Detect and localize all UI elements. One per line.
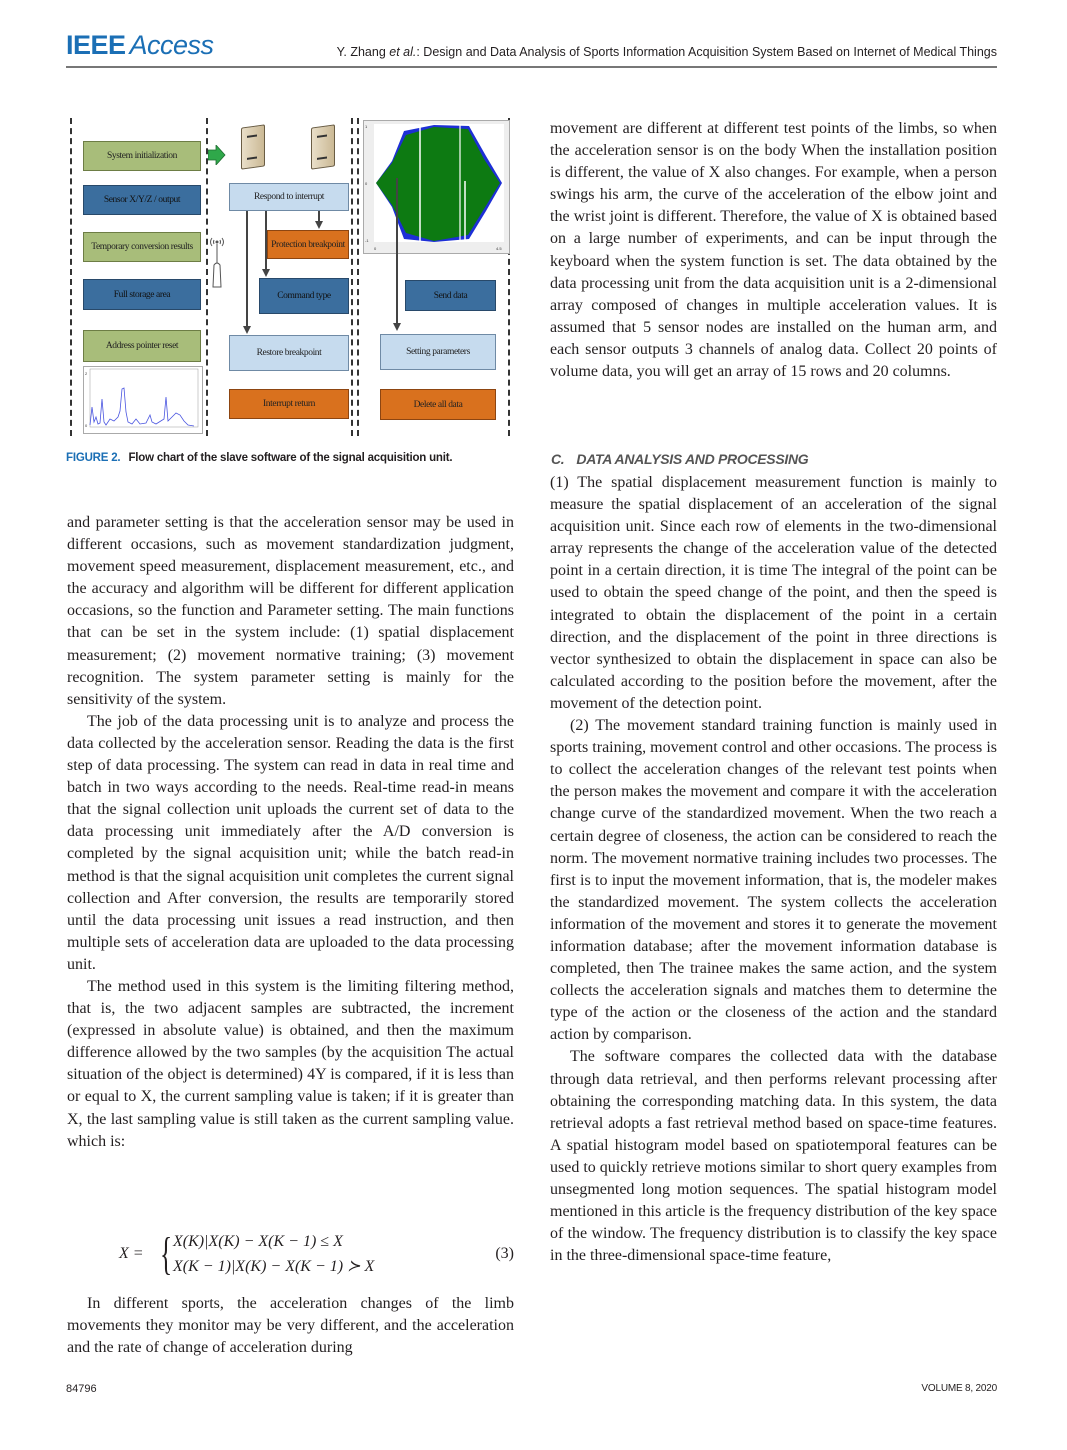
right-waveform-plot	[363, 120, 510, 254]
equation-3	[67, 1230, 514, 1282]
box-full-storage: Full storage area	[83, 279, 201, 310]
box-system-initialization: System initialization	[83, 141, 201, 171]
section-heading	[551, 451, 808, 467]
svg-text:0: 0	[85, 423, 88, 428]
figure-label: FIGURE 2.	[66, 452, 121, 464]
page-number: 84796	[66, 1383, 97, 1395]
box-interrupt-return: Interrupt return	[229, 389, 349, 419]
paragraph: (1) The spatial displacement measurement function is mainly to measure the spatial displacement of an acceleration of the signal acquisition unit. Since each row of elements in the two-dimensional array represents the change of the acceleration value of the detected point in a certain direction, it is time The integral of the point can be used to obtain the speed change of the point, and then the speed is integrated to obtain the displacement of the point in a certain direction, and the displacement of the point in three directions is vector synthesized to obtain the displacement in space can also be calculated according to the position before the movement, after the movement of the detection point.	[550, 474, 997, 712]
figure-caption-text: Flow chart of the slave software of the signal acquisition unit.	[128, 452, 453, 464]
box-respond-to-interrupt: Respond to interrupt	[229, 183, 349, 211]
box-send-data: Send data	[405, 280, 496, 311]
svg-text:-1: -1	[365, 238, 369, 243]
box-delete-all-data: Delete all data	[380, 389, 496, 420]
box-restore-breakpoint: Restore breakpoint	[229, 335, 349, 371]
box-setting-parameters: Setting parameters	[380, 334, 496, 370]
equation-case-2: X(K − 1)|X(K) − X(K − 1) ≻ X	[173, 1258, 375, 1275]
left-column-text	[67, 512, 514, 1153]
waveform-icon	[364, 121, 509, 253]
box-command-type: Command type	[259, 278, 349, 314]
svg-text:0: 0	[374, 246, 377, 251]
green-arrow-icon	[208, 145, 226, 165]
brace-icon: {	[160, 1228, 173, 1279]
logo-ieee: IEEE	[66, 30, 126, 60]
arrow-down-icon	[243, 326, 251, 334]
arrow-down-icon	[315, 221, 323, 229]
antenna-icon	[208, 235, 226, 289]
running-title-author: Y. Zhang	[336, 45, 390, 59]
server-icon	[241, 124, 265, 169]
box-address-pointer-reset: Address pointer reset	[83, 330, 201, 362]
equation-number: (3)	[495, 1245, 514, 1262]
section-title: DATA ANALYSIS AND PROCESSING	[576, 451, 809, 467]
box-sensor-output: Sensor X/Y/Z / output	[83, 185, 201, 215]
equation-case-1: X(K)|X(K) − X(K − 1) ≤ X	[173, 1233, 343, 1250]
arrow-down-icon	[393, 323, 401, 331]
volume-label: VOLUME 8, 2020	[921, 1383, 997, 1394]
paragraph: The software compares the collected data with the database through data retrieval, and then performs relevant processing after obtaining the corresponding matching data. In this system, the data retrieval adopts a fast retrieval method based on space-time features. A spatial histogram model based on spatiotemporal features can be used to quickly retrieve motions similar to short query examples from unsegmented long motion sequences. The spatial histogram model mentioned in this article is the frequency distribution of the key space of the window. The frequency distribution is to classify the key space in the three-dimensional space-time feature,	[550, 1048, 998, 1265]
left-column-text-bottom	[67, 1293, 514, 1359]
right-column-text	[550, 472, 997, 1267]
header-rule	[66, 66, 997, 68]
figure-caption	[66, 452, 452, 464]
arrow-line	[246, 211, 248, 327]
figure-flowchart	[66, 118, 516, 440]
paragraph: The job of the data processing unit is to analyze and process the data collected by the acceleration sensor. Reading the data is the first step of data processing. The system can read in data in real time and batch in two ways according to the needs. Real-time read-in means that the signal collection unit uploads the current set of data to the data processing unit immediately after the A/D conversion is completed by the signal acquisition unit; while the batch read-in method is that the signal acquisition unit completes the current signal collection and After conversion, the results are temporarily stored until the data processing unit issues a read instruction, and then multiple sets of acceleration data are uploaded to the data processing unit.	[67, 712, 514, 973]
paragraph: (2) The movement standard training function is mainly used in sports training, movement control and other occasions. The process is to collect the acceleration changes of the relevant test points when the person makes the movement and compare it with the acceleration change curve of the standardized movement. When the two reach a certain degree of closeness, the action can be considered to reach the norm. The movement normative training includes two processes. The first is to input the movement information, that is, the modeler makes the standardized movement. The system collects the acceleration information of the movement and stores it to generate the movement information database; after the movement information database is completed, then The trainee makes the same action, and the system collects the acceleration signals and matches them to determine the type of the action or the closeness of the action and the standard action by comparison.	[550, 717, 997, 1044]
running-title-etal: et al.	[389, 45, 417, 59]
box-protection-breakpoint: Protection breakpoint	[267, 230, 349, 259]
running-title	[337, 45, 997, 59]
equation-lhs: X =	[119, 1245, 144, 1262]
paragraph: The method used in this system is the limiting filtering method, that is, the two adjacent samples are subtracted, the increment (expressed in absolute value) is obtained, and then the maximum difference allowed by the two samples (by the acquisition The actual situation of the object is determined) 4Y is compared, if it is less than or equal to X, the current sampling value is taken; if it is greater than X, the last sampling value is still taken as the current sampling value. which is:	[67, 977, 514, 1150]
svg-text:4.5: 4.5	[496, 246, 502, 251]
arrow-line	[265, 211, 267, 270]
svg-text:1: 1	[365, 124, 368, 129]
paragraph: In different sports, the acceleration changes of the limb movements they monitor may be very different, and the acceleration and the rate of change of acceleration during	[67, 1295, 514, 1357]
svg-text:0: 0	[365, 181, 368, 186]
divider	[351, 118, 353, 436]
box-temporary-conversion: Temporary conversion results	[83, 232, 201, 262]
spectrum-line-icon	[84, 367, 202, 433]
section-number: C.	[551, 451, 565, 467]
divider	[70, 118, 72, 436]
right-column-text-top	[550, 118, 997, 383]
arrow-line	[396, 178, 398, 324]
divider	[357, 118, 359, 436]
logo-access: Access	[129, 30, 214, 60]
arrow-down-icon	[262, 269, 270, 277]
left-spectrum-plot	[83, 366, 203, 434]
paragraph: movement are different at different test points of the limbs, so when the acceleration sensor is on the body When the installation position is different, the value of X also changes. For example, when a person swings his arm, the curve of the acceleration of the elbow joint and the wrist joint is different. Therefore, the value of X is obtained based on a large number of experiments, and can be input through the keyboard when the system function is set. The data obtained by the data processing unit from the data acquisition unit is a 2-dimensional array composed of changes in multiple acceleration values. It is assumed that 5 sensor nodes are installed on the human arm, and each sensor outputs 3 channels of analog data. Collect 20 points of volume data, you will get an array of 15 rows and 20 columns.	[550, 120, 997, 381]
paragraph: and parameter setting is that the acceleration sensor may be used in different occasions, such as movement standardization judgment, movement speed measurement, displacement measurement, etc., and the accuracy and algorithm will be different for different application occasions, so the function and Parameter setting. The main functions that can be set in the system include: (1) spatial displacement measurement; (2) movement normative training; (3) movement recognition. The system parameter setting is mainly for the sensitivity of the system.	[67, 514, 514, 708]
journal-logo	[66, 30, 214, 60]
svg-text:2: 2	[85, 371, 88, 376]
running-title-rest: : Design and Data Analysis of Sports Information Acquisition System Based on Internet of Medical Things	[416, 45, 997, 59]
server-icon	[311, 124, 335, 169]
